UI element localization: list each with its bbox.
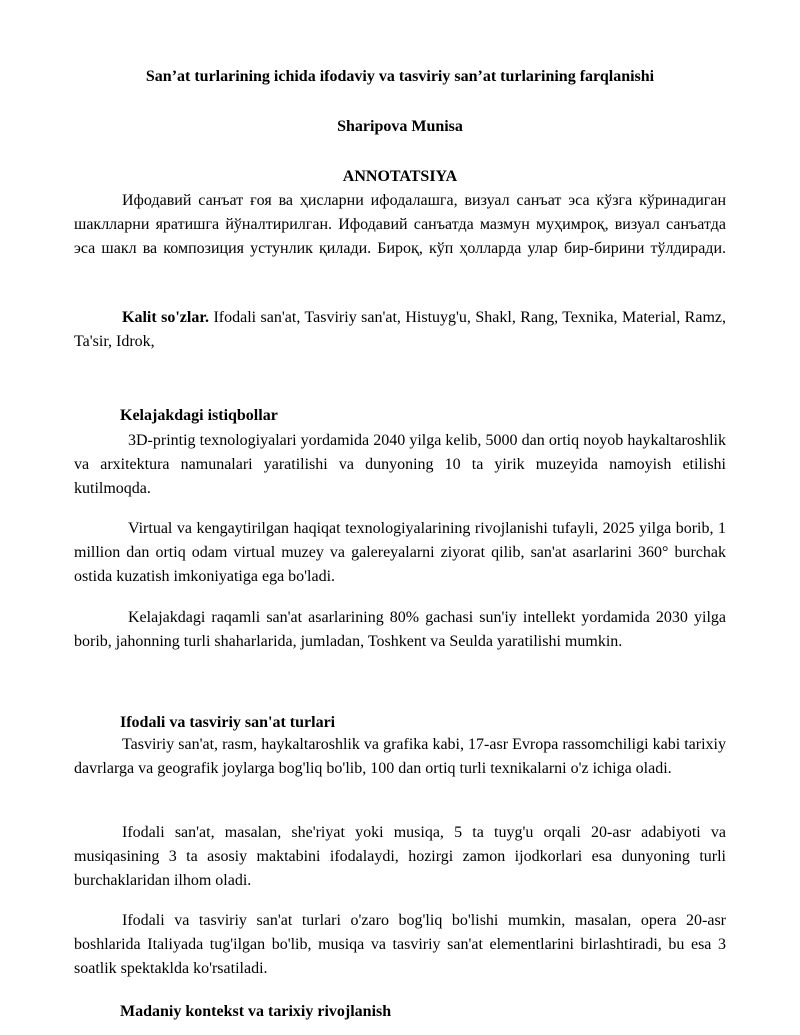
section1-paragraph-2: Virtual va kengaytirilgan haqiqat texnologiyalarining rivojlanishi tufayli, 2025 yilga borib, 1 million dan ortiq odam virtual muzey va galereyalarni ziyorat qilib, san'at asarlarini 360° burchak ostida kuzatish imkoniyatiga ega bo'ladi. xyxy=(74,520,726,585)
document-title: San’at turlarining ichida ifodaviy va tasviriy san’at turlarining farqlanishi xyxy=(145,68,655,85)
keywords-paragraph xyxy=(74,306,726,354)
section2-paragraph-1: Tasviriy san'at, rasm, haykaltaroshlik va grafika kabi, 17-asr Evropa rassomchiligi kabi tarixiy davrlarga va geografik joylarga bog'liq bo'lib, 100 dan ortiq turli texnikalarni o'z ichiga oladi. xyxy=(74,736,726,777)
section2-paragraph-2: Ifodali san'at, masalan, she'riyat yoki musiqa, 5 ta tuyg'u orqali 20-asr adabiyoti va musiqasining 3 ta asosiy maktabini ifodalaydi, hozirgi zamon ijodkorlari esa dunyoning turli burchaklaridan ilhom oladi. xyxy=(74,824,726,889)
section2-paragraph-3: Ifodali va tasviriy san'at turlari o'zaro bog'liq bo'lishi mumkin, masalan, opera 20-asr boshlarida Italiyada tug'ilgan bo'lib, musiqa va tasviriy san'at elementlarini birlashtiradi, bu esa 3 soatlik spektaklda ko'rsatiladi. xyxy=(74,912,726,977)
section-heading-art-types: Ifodali va tasviriy san'at turlari xyxy=(120,714,336,731)
author-name: Sharipova Munisa xyxy=(337,118,463,135)
section-heading-cultural-context: Madaniy kontekst va tarixiy rivojlanish xyxy=(120,1003,392,1020)
section1-paragraph-3: Kelajakdagi raqamli san'at asarlarining 80% gachasi sun'iy intellekt yordamida 2030 yilga borib, jahonning turli shaharlarida, jumladan, Toshkent va Seulda yaratilishi mumkin. xyxy=(74,609,726,650)
annotation-paragraph: Ифодавий санъат ғоя ва ҳисларни ифодалашга, визуал санъат эса кўзга кўринадиган шаклларни яратишга йўналтирилган. Ифодавий санъатда мазмун муҳимроқ, визуал санъатда эса шакл ва композиция устунлик қилади. Бироқ, кўп ҳолларда улар бир-бирини тўлдиради. xyxy=(74,192,726,257)
section-heading-future: Kelajakdagi istiqbollar xyxy=(120,407,278,424)
keywords-label: Kalit so'zlar. xyxy=(122,309,209,326)
section1-paragraph-1: 3D-printig texnologiyalari yordamida 2040 yilga kelib, 5000 dan ortiq noyob haykaltaroshlik va arxitektura namunalari yaratilishi va dunyoning 10 ta yirik muzeyida namoyish etilishi kutilmoqda. xyxy=(74,432,726,497)
keywords-text: Ifodali san'at, Tasviriy san'at, Histuyg'u, Shakl, Rang, Texnika, Material, Ramz, Ta'sir, Idrok, xyxy=(74,309,726,350)
annotation-heading: ANNOTATSIYA xyxy=(342,168,458,185)
